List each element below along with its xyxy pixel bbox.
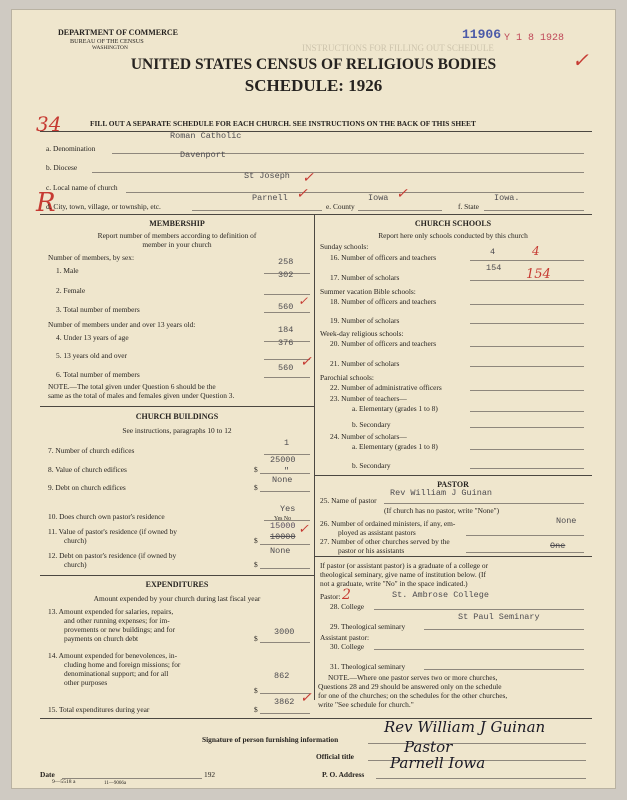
city-label: d. City, town, village, or township, etc.: [46, 202, 161, 211]
state-value: Iowa.: [494, 193, 520, 203]
q16-value: 4: [490, 247, 496, 257]
q8-value: 25000: [270, 455, 296, 465]
assistant-subheading: Assistant pastor:: [320, 633, 370, 642]
dollar-sign: $: [254, 634, 258, 643]
graduate-instructions: theological seminary, give name of institution below. (If: [320, 570, 486, 579]
pastor-heading: PASTOR: [437, 480, 469, 489]
q1-value: 258: [278, 257, 294, 267]
city-name: WASHINGTON: [92, 45, 128, 51]
q19-label: 19. Number of scholars: [330, 316, 400, 325]
q15-value: 3862: [274, 697, 295, 707]
q10-note: Yes No: [274, 516, 291, 522]
dollar-sign: $: [254, 686, 258, 695]
bureau-name: BUREAU OF THE CENSUS: [70, 38, 144, 45]
q10-value: Yes: [280, 504, 296, 514]
state-label: f. State: [458, 202, 479, 211]
q17-value: 154: [486, 263, 502, 273]
q26-label: 26. Number of ordained ministers, if any, em-: [320, 519, 456, 528]
address-value: Parnell Iowa: [390, 754, 486, 772]
q13-value: 3000: [274, 627, 295, 637]
check-mark-icon: ✓: [300, 354, 312, 370]
q3-value: 560: [278, 302, 294, 312]
q14-value: 862: [274, 671, 290, 681]
q24b-label: b. Secondary: [352, 461, 391, 470]
census-schedule-sheet: [12, 10, 615, 788]
sex-label: Number of members, by sex:: [48, 253, 134, 262]
schools-intro: Report here only schools conducted by this church: [378, 231, 528, 240]
diocese-value: Davenport: [180, 150, 226, 160]
q14-label: other purposes: [64, 678, 108, 687]
q23a-label: a. Elementary (grades 1 to 8): [352, 404, 438, 413]
official-title-value: Pastor: [404, 738, 453, 756]
q2-label: 2. Female: [56, 286, 86, 295]
q11-label: church): [64, 536, 87, 545]
q28-label: 28. College: [330, 602, 365, 611]
q8-mark: ": [284, 466, 290, 476]
q12-value: None: [270, 546, 291, 556]
membership-note: same as the total of males and females given under Question 3.: [48, 391, 235, 400]
check-mark-icon: ✓: [298, 294, 309, 308]
pastor-note: write "See schedule for church.": [318, 700, 414, 709]
membership-note: NOTE.—The total given under Question 6 should be the: [48, 382, 216, 391]
q31-label: 31. Theological seminary: [330, 662, 406, 671]
signature-value: Rev William J Guinan: [384, 718, 546, 736]
q18-label: 18. Number of officers and teachers: [330, 297, 437, 306]
q13-label: provements or new buildings; and for: [64, 625, 176, 634]
dollar-sign: $: [254, 465, 258, 474]
q20-label: 20. Number of officers and teachers: [330, 339, 437, 348]
q3-label: 3. Total number of members: [56, 305, 140, 314]
check-mark-icon: ✓: [298, 522, 309, 537]
divider: [40, 131, 592, 132]
department-name: DEPARTMENT OF COMMERCE: [58, 28, 179, 37]
received-stamp-number: 11906: [462, 27, 502, 42]
q27-label: pastor or his assistants: [338, 546, 405, 555]
q23-label: 23. Number of teachers—: [330, 394, 407, 403]
q30-label: 30. College: [330, 642, 365, 651]
q17-label: 17. Number of scholars: [330, 273, 400, 282]
schools-heading: CHURCH SCHOOLS: [414, 219, 492, 228]
q23b-label: b. Secondary: [352, 420, 391, 429]
denomination-label: a. Denomination: [46, 144, 96, 153]
q6-label: 6. Total number of members: [56, 370, 140, 379]
city-value: Parnell: [252, 193, 288, 203]
graduate-instructions: not a graduate, write "No" in the space indicated.): [320, 579, 468, 588]
q29-label: 29. Theological seminary: [330, 622, 406, 631]
q11-correction: 15000: [270, 521, 296, 531]
parochial-schools-label: Parochial schools:: [320, 373, 374, 382]
check-mark-icon: ✓: [572, 48, 589, 72]
q11-value: 10000: [270, 532, 296, 542]
q5-label: 5. 13 years old and over: [56, 351, 128, 360]
pastor-red-mark: 2: [342, 587, 351, 603]
q21-label: 21. Number of scholars: [330, 359, 400, 368]
check-mark-icon: ✓: [300, 690, 312, 706]
q14-label: denominational support; and for all: [64, 669, 169, 678]
dollar-sign: $: [254, 705, 258, 714]
q9-label: 9. Debt on church edifices: [48, 483, 126, 492]
q14-label: cluding home and foreign missions; for: [64, 660, 181, 669]
q8-label: 8. Value of church edifices: [48, 465, 127, 474]
q2-value: 302: [278, 270, 294, 280]
dollar-sign: $: [254, 483, 258, 492]
form-subtitle: SCHEDULE: 1926: [244, 76, 383, 95]
membership-intro: member in your church: [142, 240, 212, 249]
q14-label: 14. Amount expended for benevolences, in-: [48, 651, 178, 660]
form-title: UNITED STATES CENSUS OF RELIGIOUS BODIES: [130, 56, 497, 73]
show-through-text: INSTRUCTIONS FOR FILLING OUT SCHEDULE: [302, 43, 494, 53]
check-mark-icon: ✓: [296, 186, 308, 202]
q22-label: 22. Number of administrative officers: [330, 383, 442, 392]
church-name-value: St Joseph: [244, 171, 290, 181]
q27-value: One: [550, 541, 566, 551]
dollar-sign: $: [254, 560, 258, 569]
buildings-intro: See instructions, paragraphs 10 to 12: [122, 426, 232, 435]
red-r-mark: R: [36, 188, 56, 218]
q25-label: 25. Name of pastor: [320, 496, 377, 505]
pastor-subheading: Pastor:: [320, 592, 341, 601]
summer-schools-label: Summer vacation Bible schools:: [320, 287, 416, 296]
instructions-banner: FILL OUT A SEPARATE SCHEDULE FOR EACH CHURCH. SEE INSTRUCTIONS ON THE BACK OF THIS SHEET: [90, 119, 476, 128]
q7-value: 1: [284, 438, 290, 448]
q26-label: ployed as assistant pastors: [338, 528, 416, 537]
q7-label: 7. Number of church edifices: [48, 446, 135, 455]
dollar-sign: $: [254, 536, 258, 545]
date-label: Date: [40, 770, 55, 779]
buildings-heading: CHURCH BUILDINGS: [135, 412, 219, 421]
membership-heading: MEMBERSHIP: [149, 219, 205, 228]
q12-label: church): [64, 560, 87, 569]
q11-label: 11. Value of pastor's residence (if owned by: [48, 527, 177, 536]
q4-value: 184: [278, 325, 294, 335]
q5-value: 376: [278, 338, 294, 348]
q15-label: 15. Total expenditures during year: [48, 705, 150, 714]
check-mark-icon: ✓: [302, 170, 314, 186]
q16-red-value: 4: [532, 244, 540, 258]
expenditures-heading: EXPENDITURES: [145, 580, 209, 589]
q26-value: None: [556, 516, 577, 526]
q13-label: and other running expenses; for im-: [64, 616, 170, 625]
pastor-note: Questions 28 and 29 should be answered only on the schedule: [318, 682, 502, 691]
q29-value: St Paul Seminary: [458, 612, 540, 622]
q24a-label: a. Elementary (grades 1 to 8): [352, 442, 438, 451]
q25-note: (If church has no pastor, write "None"): [384, 506, 500, 515]
print-number: 11—9066a: [104, 781, 127, 786]
form-number: 9—5518 a: [52, 779, 76, 785]
q13-label: payments on church debt: [64, 634, 139, 643]
pastor-note: NOTE.—Where one pastor serves two or more churches,: [328, 673, 498, 682]
q16-label: 16. Number of officers and teachers: [330, 253, 437, 262]
signature-label: Signature of person furnishing information: [202, 735, 339, 744]
graduate-instructions: If pastor (or assistant pastor) is a graduate of a college or: [320, 561, 489, 570]
official-title-label: Official title: [316, 752, 354, 761]
q12-label: 12. Debt on pastor's residence (if owned by: [48, 551, 177, 560]
received-stamp-date: Y 1 8 1928: [504, 33, 565, 44]
q28-value: St. Ambrose College: [392, 590, 489, 600]
q13-label: 13. Amount expended for salaries, repairs,: [48, 607, 174, 616]
pastor-note: for one of the churches; on the schedules for the other churches,: [318, 691, 508, 700]
q27-label: 27. Number of other churches served by the: [320, 537, 450, 546]
age-label: Number of members under and over 13 years old:: [48, 320, 196, 329]
q4-label: 4. Under 13 years of age: [56, 333, 129, 342]
q25-value: Rev William J Guinan: [390, 488, 493, 498]
q24-label: 24. Number of scholars—: [330, 432, 407, 441]
check-mark-icon: ✓: [396, 186, 408, 202]
membership-intro: Report number of members according to definition of: [97, 231, 257, 240]
q1-label: 1. Male: [56, 266, 79, 275]
red-pencil-number: 34: [36, 112, 62, 136]
county-value: Iowa: [368, 193, 389, 203]
column-divider: [314, 214, 315, 700]
weekday-schools-label: Week-day religious schools:: [320, 329, 404, 338]
denomination-value: Roman Catholic: [170, 131, 242, 141]
county-label: e. County: [326, 202, 355, 211]
date-year: 192: [204, 770, 216, 779]
address-label: P. O. Address: [322, 770, 365, 779]
sunday-schools-label: Sunday schools:: [320, 242, 369, 251]
church-name-label: c. Local name of church: [46, 183, 118, 192]
q10-label: 10. Does church own pastor's residence: [48, 512, 165, 521]
expenditures-intro: Amount expended by your church during last fiscal year: [93, 594, 261, 603]
q9-value: None: [272, 475, 293, 485]
diocese-label: b. Diocese: [46, 163, 78, 172]
q6-value: 560: [278, 363, 294, 373]
q17-red-value: 154: [526, 267, 551, 282]
